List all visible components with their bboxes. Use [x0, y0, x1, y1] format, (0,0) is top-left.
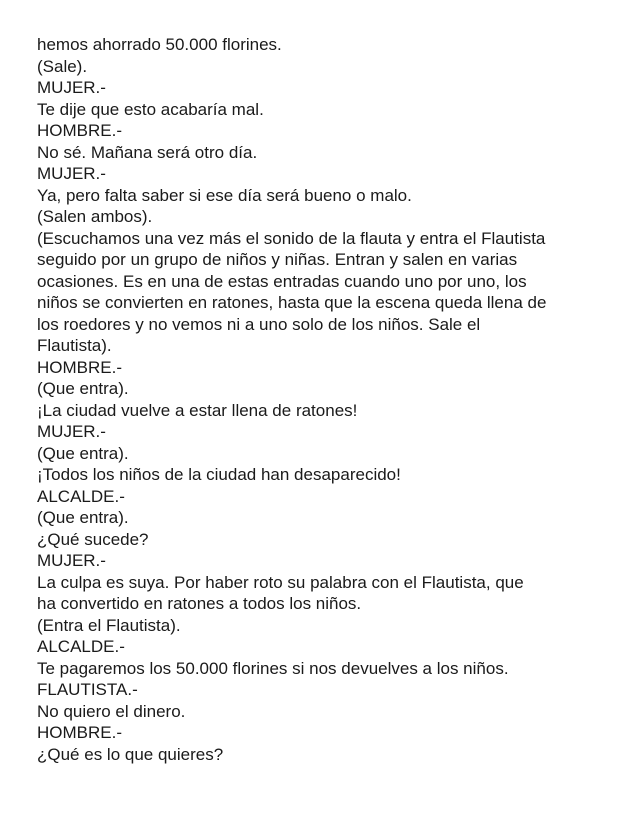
stage-direction: Flautista).: [37, 336, 112, 355]
dialogue-line: ¿Qué es lo que quieres?: [37, 744, 224, 764]
stage-direction: (Sale).: [37, 56, 88, 76]
dialogue-line: ha convertido en ratones a todos los niños.: [37, 594, 362, 613]
speaker-label: MUJER.-: [37, 422, 106, 441]
speaker-label: HOMBRE.-: [37, 357, 122, 377]
speaker-label: ALCALDE.-: [37, 637, 125, 656]
stage-direction: (Salen ambos).: [37, 207, 153, 226]
dialogue-line: No quiero el dinero.: [37, 701, 186, 721]
dialogue-line: ¡Todos los niños de la ciudad han desaparecido!: [37, 465, 401, 484]
dialogue-line: Ya, pero falta saber si ese día será bueno o malo.: [37, 185, 412, 205]
stage-direction: (Que entra).: [37, 508, 129, 527]
text-line: hemos ahorrado 50.000 florines.: [37, 35, 282, 54]
speaker-label: MUJER.-: [37, 551, 106, 570]
stage-direction: niños se convierten en ratones, hasta que la escena queda llena de: [37, 293, 547, 312]
stage-direction: (Entra el Flautista).: [37, 615, 181, 635]
script-page: [37, 34, 607, 765]
stage-direction: ocasiones. Es en una de estas entradas cuando uno por uno, los: [37, 271, 527, 291]
stage-direction: (Que entra).: [37, 379, 129, 398]
stage-direction: (Escuchamos una vez más el sonido de la flauta y entra el Flautista: [37, 228, 546, 248]
speaker-label: HOMBRE.-: [37, 121, 122, 140]
dialogue-line: Te dije que esto acabaría mal.: [37, 99, 264, 119]
dialogue-line: ¡La ciudad vuelve a estar llena de ratones!: [37, 400, 358, 420]
dialogue-line: Te pagaremos los 50.000 florines si nos devuelves a los niños.: [37, 658, 509, 678]
dialogue-line: La culpa es suya. Por haber roto su palabra con el Flautista, que: [37, 572, 524, 592]
speaker-label: ALCALDE.-: [37, 486, 125, 506]
dialogue-line: ¿Qué sucede?: [37, 529, 149, 549]
speaker-label: HOMBRE.-: [37, 723, 122, 742]
stage-direction: seguido por un grupo de niños y niñas. Entran y salen en varias: [37, 250, 518, 269]
dialogue-line: No sé. Mañana será otro día.: [37, 142, 258, 162]
speaker-label: FLAUTISTA.-: [37, 680, 138, 699]
speaker-label: MUJER.-: [37, 78, 106, 97]
stage-direction: (Que entra).: [37, 443, 129, 463]
stage-direction: los roedores y no vemos ni a uno solo de los niños. Sale el: [37, 314, 481, 334]
speaker-label: MUJER.-: [37, 164, 106, 183]
